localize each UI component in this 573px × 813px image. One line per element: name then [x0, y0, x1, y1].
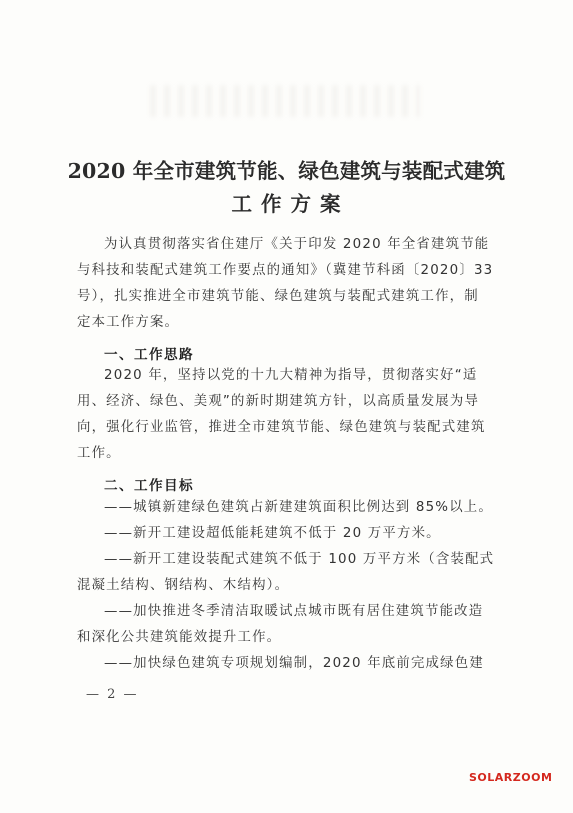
document-title-line1: 2020 年全市建筑节能、绿色建筑与装配式建筑 [67, 159, 506, 183]
section2-line: ——城镇新建绿色建筑占新建建筑面积比例达到 85%以上。 [104, 500, 493, 515]
section2-line: 混凝土结构、钢结构、木结构）。 [77, 578, 290, 593]
section1-line: 工作。 [77, 446, 121, 461]
intro-line: 号），扎实推进全市建筑节能、绿色建筑与装配式建筑工作，制 [77, 289, 479, 304]
section2-line: ——新开工建设装配式建筑不低于 100 万平方米（含装配式 [104, 552, 495, 567]
section2-heading: 二、工作目标 [104, 478, 194, 494]
section1-paragraph [77, 363, 497, 467]
section2-line: 和深化公共建筑能效提升工作。 [77, 630, 282, 645]
intro-line: 为认真贯彻落实省住建厅《关于印发 2020 年全省建筑节能 [104, 237, 490, 252]
bleed-through-shadow [150, 85, 420, 117]
section1-line: 2020 年，坚持以党的十九大精神为指导，贯彻落实好“适 [104, 368, 478, 383]
intro-paragraph [77, 232, 497, 336]
watermark-logo: SOLARZOOM [469, 771, 553, 784]
section2-line: ——新开工建设超低能耗建筑不低于 20 万平方米。 [104, 526, 441, 541]
section1-line: 向，强化行业监管，推进全市建筑节能、绿色建筑与装配式建筑 [77, 420, 486, 435]
document-title-line2: 工作方案 [231, 192, 350, 216]
section2-paragraph [77, 495, 497, 677]
page-number: — 2 — [86, 687, 139, 702]
section1-line: 用、经济、绿色、美观”的新时期建筑方针，以高质量发展为导 [77, 394, 480, 409]
section1-heading: 一、工作思路 [104, 347, 194, 363]
section2-line: ——加快绿色建筑专项规划编制，2020 年底前完成绿色建 [104, 656, 484, 671]
section2-line: ——加快推进冬季清洁取暖试点城市既有居住建筑节能改造 [104, 604, 484, 619]
intro-line: 与科技和装配式建筑工作要点的通知》（冀建节科函〔2020〕33 [77, 263, 494, 278]
intro-line: 定本工作方案。 [77, 315, 180, 330]
